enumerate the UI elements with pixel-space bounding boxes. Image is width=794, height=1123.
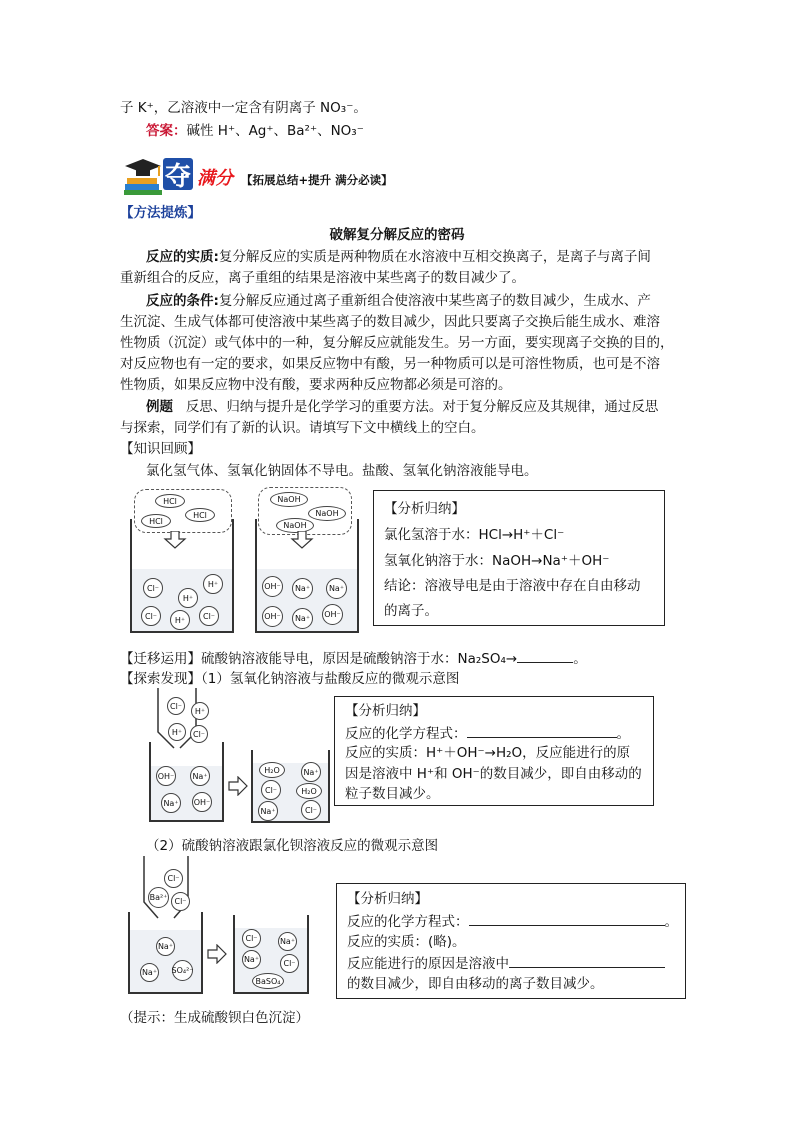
p2-line1 xyxy=(146,291,651,312)
ion: Cl⁻ xyxy=(190,725,208,743)
box-title: 【分析归纳】 xyxy=(345,703,426,719)
box1-line2: 氢氧化钠溶于水：NaOH→Na⁺＋OH⁻ xyxy=(384,553,610,569)
box3-line1-end: 。 xyxy=(664,914,678,930)
explore-line: 【探索发现】（1）氢氧化钠溶液与盐酸反应的微观示意图 xyxy=(120,671,460,687)
ion: Na⁺ xyxy=(156,937,175,956)
naoh-molecule: NaOH xyxy=(308,506,346,521)
logo-word: 满分 xyxy=(197,168,233,189)
banner xyxy=(121,156,421,198)
box2-line1-end: 。 xyxy=(616,726,630,742)
ion: Na⁺ xyxy=(326,578,347,599)
ion: Cl⁻ xyxy=(242,929,261,948)
box2-line2: 反应的实质：H⁺＋OH⁻→H₂O，反应能进行的原 xyxy=(345,745,631,761)
equation-blank[interactable] xyxy=(467,723,617,738)
ion: H⁺ xyxy=(203,574,223,594)
p2-line3: 性物质（沉淀）或气体中的一种，复分解反应就能发生。另一方面，要实现离子交换的目的， xyxy=(120,335,674,351)
p2-line4: 对反应物也有一定的要求，如果反应物中有酸，另一种物质可以是可溶性物质，也可是不溶 xyxy=(120,356,660,372)
ion: Cl⁻ xyxy=(171,892,190,911)
equation-blank[interactable] xyxy=(469,911,665,926)
p1-text: 复分解反应的实质是两种物质在水溶液中互相交换离子，是离子与离子间 xyxy=(218,249,651,265)
naoh-molecule: NaOH xyxy=(276,518,314,533)
ion: Na⁺ xyxy=(242,950,261,969)
box-title: 【分析归纳】 xyxy=(347,891,428,907)
migration-text: 【迁移运用】硫酸钠溶液能导电，原因是硫酸钠溶于水：Na₂SO₄→ xyxy=(120,651,518,667)
ion: Na⁺ xyxy=(301,762,321,782)
analysis-box-3 xyxy=(336,883,686,999)
ion: Cl⁻ xyxy=(261,780,281,800)
box3-line2: 反应的实质：(略)。 xyxy=(347,934,466,950)
ion: Na⁺ xyxy=(292,608,313,629)
p1-label: 反应的实质: xyxy=(146,249,219,265)
answer-label: 答案： xyxy=(146,123,187,139)
naoh-molecule: NaOH xyxy=(270,492,308,507)
box3-line1-text: 反应的化学方程式： xyxy=(347,914,469,930)
ion: Cl⁻ xyxy=(199,606,219,626)
box3-line3-text: 反应能进行的原因是溶液中 xyxy=(347,956,509,972)
p2-text: 复分解反应通过离子重新组合使溶液中某些离子的数目减少，生成水、产 xyxy=(218,293,651,309)
right-arrow-icon xyxy=(228,776,248,796)
example-text: 反思、归纳与提升是化学学习的重要方法。对于复分解反应及其规律，通过反思 xyxy=(185,399,659,415)
example-label: 例题 xyxy=(146,399,173,415)
box3-line1 xyxy=(347,911,678,933)
box1-line4: 的离子。 xyxy=(384,603,438,619)
box1-line3: 结论：溶液导电是由于溶液中存在自由移动 xyxy=(384,578,641,594)
hcl-molecule: HCl xyxy=(185,508,215,522)
part2-line: （2）硫酸钠溶液跟氯化钡溶液反应的微观示意图 xyxy=(146,838,439,854)
hint-line: （提示：生成硫酸钡白色沉淀） xyxy=(120,1010,309,1026)
ion: Ba²⁺ xyxy=(148,887,169,908)
ion: Cl⁻ xyxy=(167,697,185,715)
box3-line4: 的数目减少，即自由移动的离子数目减少。 xyxy=(347,976,604,992)
ion: Cl⁻ xyxy=(280,954,299,973)
molecule: H₂O xyxy=(296,783,322,799)
method-title: 破解复分解反应的密码 xyxy=(329,227,465,243)
box2-line4: 粒子数目减少。 xyxy=(345,786,440,802)
review-header: 【知识回顾】 xyxy=(120,441,201,457)
ion: OH⁻ xyxy=(322,604,343,625)
ion: Cl⁻ xyxy=(301,800,321,820)
method-header: 【方法提炼】 xyxy=(120,205,201,221)
graduation-cap-books-icon xyxy=(121,156,167,196)
ion: H⁺ xyxy=(191,702,209,720)
box2-line3: 因是溶液中 H⁺和 OH⁻的数目减少，即自由移动的 xyxy=(345,766,642,782)
ion: Na⁺ xyxy=(140,963,159,982)
p1-line1 xyxy=(146,247,651,268)
answer-line xyxy=(146,121,364,142)
analysis-box-2 xyxy=(334,696,654,806)
ion: OH⁻ xyxy=(262,576,283,597)
hcl-molecule: HCl xyxy=(141,514,171,528)
ion: Na⁺ xyxy=(190,766,210,786)
ion: H⁺ xyxy=(178,588,198,608)
box3-line3 xyxy=(347,953,665,975)
migration-line xyxy=(120,648,587,670)
box2-line1 xyxy=(345,723,630,745)
right-arrow-icon xyxy=(207,944,227,964)
ion: Cl⁻ xyxy=(141,606,161,626)
ion: OH⁻ xyxy=(156,766,176,786)
ion: Na⁺ xyxy=(161,793,181,813)
box2-line1-text: 反应的化学方程式： xyxy=(345,726,467,742)
example-line1 xyxy=(146,397,658,418)
ion: H⁺ xyxy=(168,723,186,741)
ion: OH⁻ xyxy=(262,606,283,627)
answer-blank[interactable] xyxy=(517,648,573,663)
ion: Na⁺ xyxy=(278,932,297,951)
analysis-box-1 xyxy=(373,490,665,626)
banner-subtitle: 【拓展总结+提升 满分必读】 xyxy=(241,173,393,187)
ion: Cl⁻ xyxy=(164,869,183,888)
answer-text: 碱性 H⁺、Ag⁺、Ba²⁺、NO₃⁻ xyxy=(186,123,364,139)
ion: Na⁺ xyxy=(292,578,313,599)
ion: H⁺ xyxy=(170,610,190,630)
ion: Na⁺ xyxy=(258,801,278,821)
migration-end: 。 xyxy=(573,651,587,667)
ion: Cl⁻ xyxy=(143,578,163,598)
box1-line1: 氯化氢溶于水：HCl→H⁺＋Cl⁻ xyxy=(384,527,565,543)
p2-line2: 生沉淀、生成气体都可使溶液中某些离子的数目减少，因此只要离子交换后能生成水、难溶 xyxy=(120,314,660,330)
precipitate: BaSO₄ xyxy=(252,973,284,989)
review-text: 氯化氢气体、氢氧化钠固体不导电。盐酸、氢氧化钠溶液能导电。 xyxy=(146,463,538,479)
reason-blank[interactable] xyxy=(509,953,665,968)
ion: OH⁻ xyxy=(192,792,212,812)
molecule: H₂O xyxy=(259,762,285,778)
p2-line5: 性物质，如果反应物中没有酸，要求两种反应物都必须是可溶的。 xyxy=(120,377,512,393)
logo-char: 夺 xyxy=(163,158,193,190)
intro-line: 子 K⁺，乙溶液中一定含有阴离子 NO₃⁻。 xyxy=(120,100,367,116)
example-line2: 与探索，同学们有了新的认识。请填写下文中横线上的空白。 xyxy=(120,420,485,436)
p1-line2: 重新组合的反应，离子重组的结果是溶液中某些离子的数目减少了。 xyxy=(120,270,525,286)
ion: SO₄²⁻ xyxy=(172,960,193,981)
box-title: 【分析归纳】 xyxy=(384,501,465,517)
hcl-molecule: HCl xyxy=(155,494,185,508)
p2-label: 反应的条件: xyxy=(146,293,219,309)
